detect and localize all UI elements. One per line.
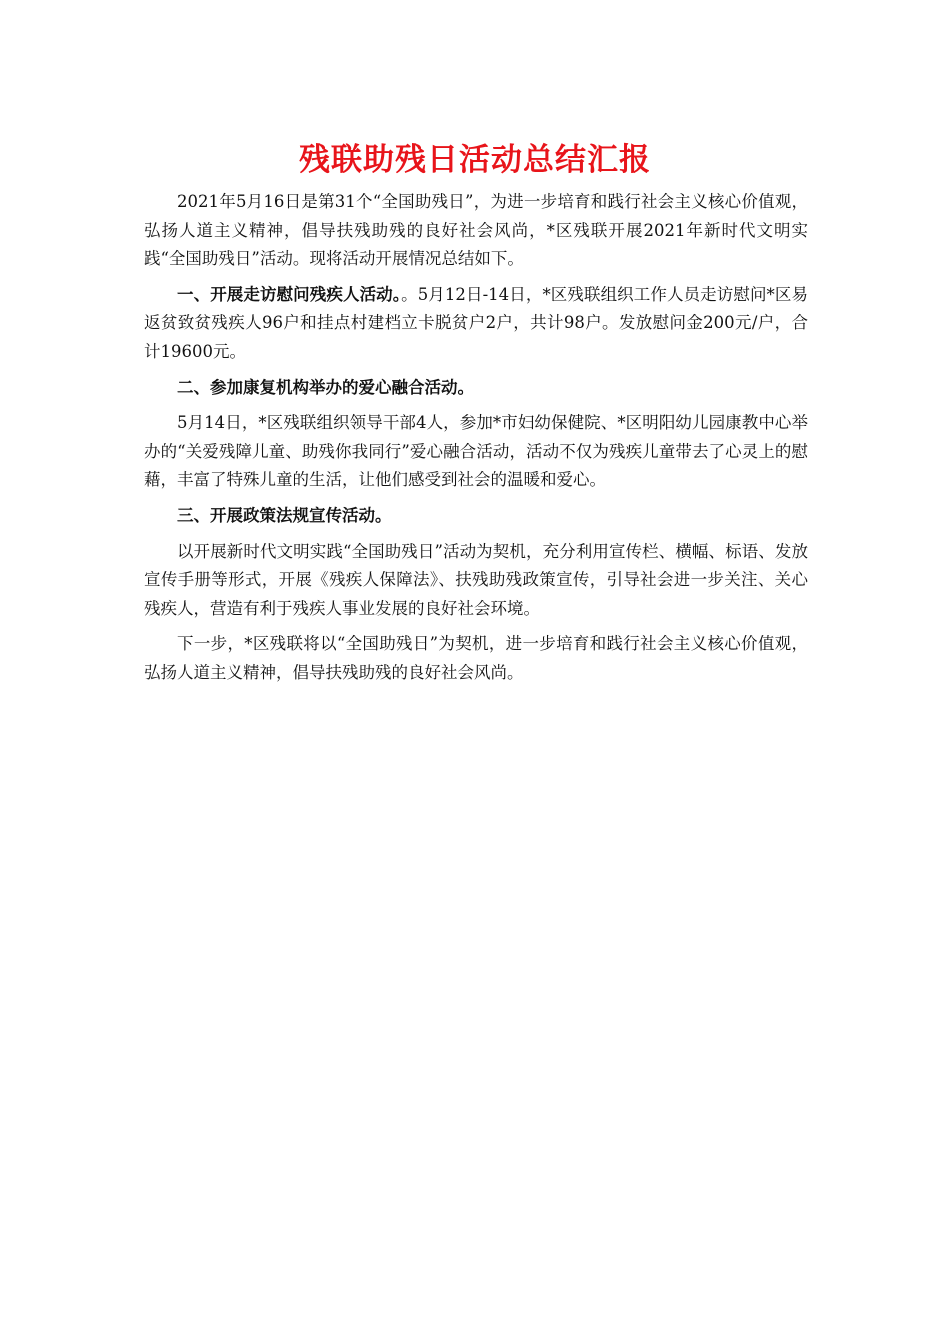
section-1-paragraph [144, 281, 808, 367]
section-2-heading: 二、参加康复机构举办的爱心融合活动。 [177, 377, 474, 397]
section-1-text: 。5月12日-14日，*区残联组织工作人员走访慰问*区易返贫致贫残疾人96户和挂点村建档立卡脱贫户2户，共计98户。发放慰问金200元/户，合计19600元。 [144, 284, 808, 361]
section-1-heading: 一、开展走访慰问残疾人活动。 [177, 284, 402, 304]
section-2-paragraph: 5月14日，*区残联组织领导干部4人，参加*市妇幼保健院、*区明阳幼儿园康教中心举办的“关爱残障儿童、助残你我同行”爱心融合活动，活动不仅为残疾儿童带去了心灵上的慰藉，丰富了特殊儿童的生活，让他们感受到社会的温暖和爱心。 [144, 413, 808, 490]
section-3-heading: 三、开展政策法规宣传活动。 [177, 505, 392, 525]
intro-paragraph: 2021年5月16日是第31个“全国助残日”，为进一步培育和践行社会主义核心价值观，弘扬人道主义精神，倡导扶残助残的良好社会风尚，*区残联开展2021年新时代文明实践“全国助残日”活动。现将活动开展情况总结如下。 [144, 192, 808, 269]
closing-paragraph: 下一步，*区残联将以“全国助残日”为契机，进一步培育和践行社会主义核心价值观，弘扬人道主义精神，倡导扶残助残的良好社会风尚。 [144, 634, 808, 682]
section-3-paragraph: 以开展新时代文明实践“全国助残日”活动为契机，充分利用宣传栏、横幅、标语、发放宣传手册等形式，开展《残疾人保障法》、扶残助残政策宣传，引导社会进一步关注、关心残疾人，营造有利于残疾人事业发展的良好社会环境。 [144, 541, 808, 618]
document-body [144, 188, 808, 695]
document-title: 残联助残日活动总结汇报 [299, 142, 651, 178]
